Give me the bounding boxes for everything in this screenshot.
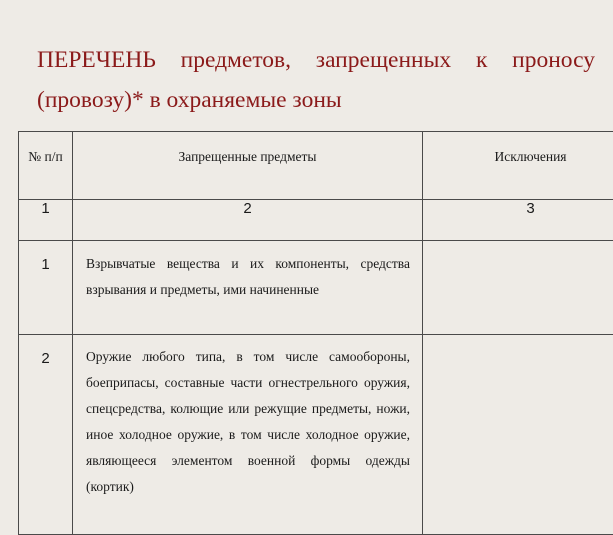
header-number: № п/п: [19, 132, 73, 200]
row-exception: [423, 335, 613, 535]
table-header-row: [19, 132, 613, 200]
column-index-exceptions: 3: [423, 200, 613, 241]
column-index-number: 1: [19, 200, 73, 241]
table-row: [19, 241, 613, 335]
row-prohibited-item: Оружие любого типа, в том числе самообороны, боеприпасы, составные части огнестрельного оружия, спецсредства, колющие или режущие предметы, ножи, иное холодное оружие, в том числе холодное оружие, являющееся элементом военной формы одежды (кортик): [73, 335, 423, 535]
document-title: ПЕРЕЧЕНЬ предметов, запрещенных к проносу (провозу)* в охраняемые зоны: [37, 40, 595, 120]
row-number: 1: [19, 241, 73, 335]
column-index-items: 2: [73, 200, 423, 241]
table-row: [19, 335, 613, 535]
row-prohibited-item: Взрывчатые вещества и их компоненты, средства взрывания и предметы, ими начиненные: [73, 241, 423, 335]
prohibited-items-table: [18, 131, 613, 535]
header-prohibited-items: Запрещенные предметы: [73, 132, 423, 200]
row-number: 2: [19, 335, 73, 535]
column-index-row: [19, 200, 613, 241]
row-exception: [423, 241, 613, 335]
header-exceptions: Исключения: [423, 132, 613, 200]
